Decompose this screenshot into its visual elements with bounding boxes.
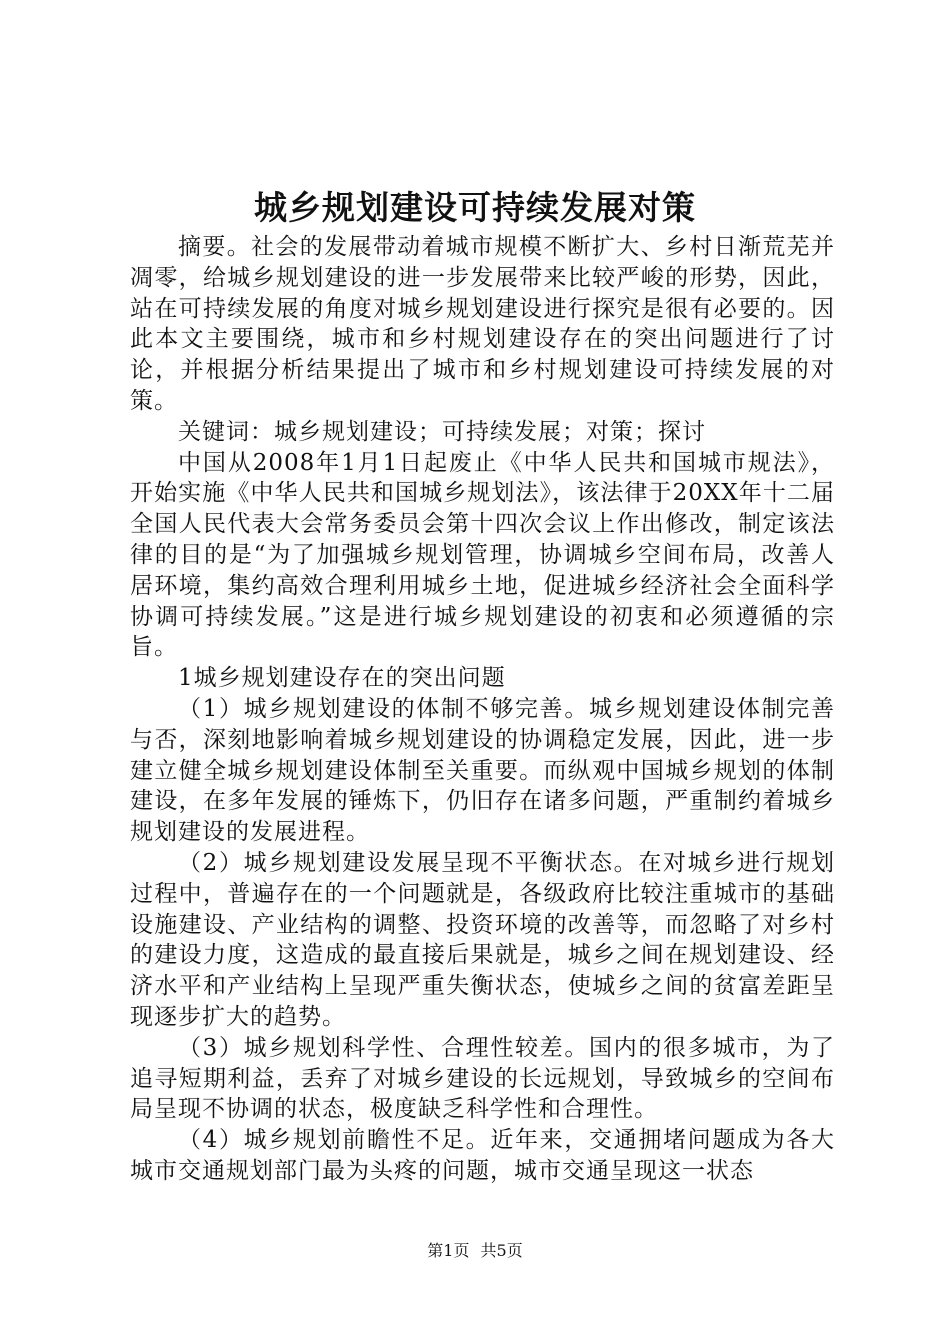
page-number-total: 共5页	[480, 1241, 523, 1260]
page-number-current: 第1页	[427, 1241, 470, 1260]
intro-paragraph: 中国从2008年1月1日起废止《中华人民共和国城市规法》，开始实施《中华人民共和国城乡规划法》，该法律于20XX年十二届全国人民代表大会常务委员会第十四次会议上作出修改，制定该法律的目的是“为了加强城乡规划管理，协调城乡空间布局，改善人居环境，集约高效合理利用城乡土地，促进城乡经济社会全面科学协调可持续发展。”这是进行城乡规划建设的初衷和必须遵循的宗旨。	[130, 449, 835, 661]
point-3-paragraph: （3）城乡规划科学性、合理性较差。国内的很多城市，为了追寻短期利益，丢弃了对城乡建设的长远规划，导致城乡的空间布局呈现不协调的状态，极度缺乏科学性和合理性。	[130, 1034, 835, 1123]
document-body	[130, 232, 835, 1187]
point-1-paragraph: （1）城乡规划建设的体制不够完善。城乡规划建设体制完善与否，深刻地影响着城乡规划建设的协调稳定发展，因此，进一步建立健全城乡规划建设体制至关重要。而纵观中国城乡规划的体制建设，在多年发展的锤炼下，仍旧存在诸多问题，严重制约着城乡规划建设的发展进程。	[130, 695, 835, 846]
abstract-paragraph: 摘要。社会的发展带动着城市规模不断扩大、乡村日渐荒芜并凋零，给城乡规划建设的进一步发展带来比较严峻的形势，因此，站在可持续发展的角度对城乡规划建设进行探究是很有必要的。因此本文主要围绕，城市和乡村规划建设存在的突出问题进行了讨论，并根据分析结果提出了城市和乡村规划建设可持续发展的对策。	[130, 234, 835, 414]
page-footer	[0, 1240, 950, 1262]
point-4-paragraph: （4）城乡规划前瞻性不足。近年来，交通拥堵问题成为各大城市交通规划部门最为头疼的问题，城市交通呈现这一状态	[130, 1127, 835, 1184]
keywords-paragraph: 关键词：城乡规划建设；可持续发展；对策；探讨	[178, 418, 706, 445]
section-heading: 1城乡规划建设存在的突出问题	[178, 665, 506, 692]
point-2-paragraph: （2）城乡规划建设发展呈现不平衡状态。在对城乡进行规划过程中，普遍存在的一个问题就是，各级政府比较注重城市的基础设施建设、产业结构的调整、投资环境的改善等，而忽略了对乡村的建设力度，这造成的最直接后果就是，城乡之间在规划建设、经济水平和产业结构上呈现严重失衡状态，使城乡之间的贫富差距呈现逐步扩大的趋势。	[130, 849, 835, 1030]
document-title: 城乡规划建设可持续发展对策	[254, 188, 696, 227]
